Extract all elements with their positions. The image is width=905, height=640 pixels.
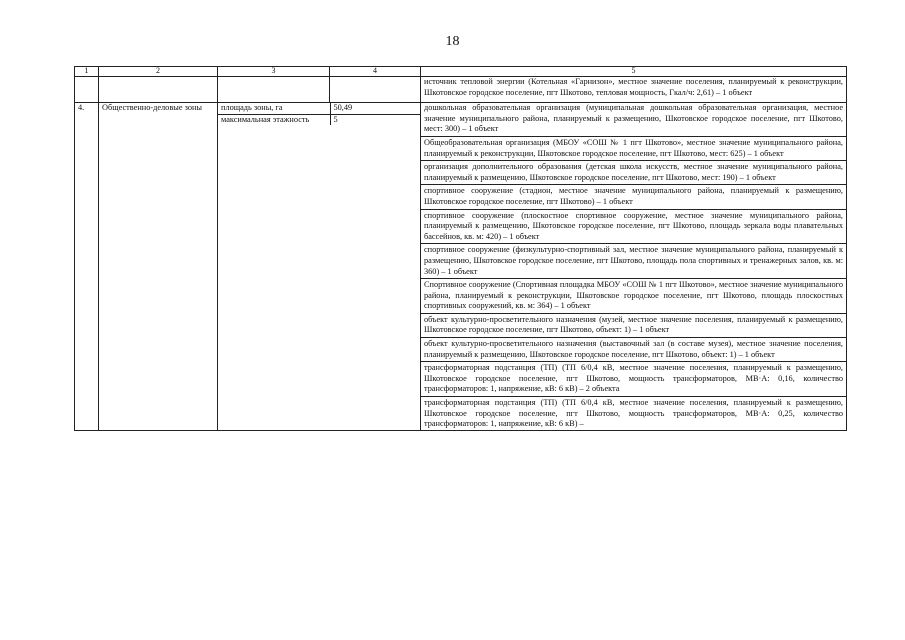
- row-number: 4.: [75, 103, 99, 431]
- list-item: [421, 185, 846, 209]
- object-text: объект культурно-просветительного назначения (музей, местное значение поселения, планируемый к размещению, Шкотовское городское поселение, пгт Шкотово, объект: 1) – 1 объект: [421, 313, 846, 337]
- list-item: [421, 136, 846, 160]
- page-number: 18: [445, 34, 460, 49]
- list-item: [421, 338, 846, 362]
- heat-source-text: источник тепловой энергии (Котельная «Гарнизон», местное значение поселения, планируемый к реконструкции, Шкотовское городское поселение, пгт Шкотово, тепловая мощность, Гкал/ч: 2,61) – 1 объект: [421, 77, 847, 103]
- param-value: 50,49: [333, 103, 353, 113]
- param-name: площадь зоны, га: [218, 103, 330, 114]
- params-table: [218, 103, 420, 125]
- object-text: Общеобразовательная организация (МБОУ «СОШ № 1 пгт Шкотово», местное значение муниципального района, планируемый к реконструкции, Шкотовское городское поселение, пгт Шкотово, мест: 625) – 1 объект: [421, 136, 846, 160]
- param-row: [218, 114, 420, 125]
- header-col-5: 5: [421, 67, 847, 77]
- object-text: трансформаторная подстанция (ТП) (ТП 6/0,4 кВ, местное значение поселения, планируемый к размещению, Шкотовское городское поселение, пгт Шкотово, мощность трансформаторов, МВ·А: 0,16, количество трансформаторов: 1, напряжение, кВ: 6 кВ) – 2 объекта: [421, 362, 846, 397]
- list-item: [421, 362, 846, 397]
- objects-cell: [421, 103, 847, 431]
- header-col-3: 3: [218, 67, 330, 77]
- list-item: [421, 103, 846, 136]
- header-col-2: 2: [99, 67, 218, 77]
- list-item: [421, 161, 846, 185]
- objects-list: [421, 103, 846, 430]
- list-item: [421, 279, 846, 314]
- object-text: Спортивное сооружение (Спортивная площадка МБОУ «СОШ № 1 пгт Шкотово», местное значение муниципального района, планируемый к реконструкции, Шкотовское городское поселение, пгт Шкотово, площадь плоскостных спортивных сооружений, кв. м: 364) – 1 объект: [421, 279, 846, 314]
- param-value: 5: [330, 114, 420, 125]
- zones-table: [74, 66, 847, 431]
- header-col-1: 1: [75, 67, 99, 77]
- param-row: [218, 103, 420, 114]
- object-text: спортивное сооружение (физкультурно-спортивный зал, местное значение муниципального района, планируемый к размещению, Шкотовское городское поселение, пгт Шкотово, площадь пола спортивных и тренажерных залов, кв. м: 360) – 1 объект: [421, 244, 846, 279]
- list-item: [421, 397, 846, 430]
- header-col-4: 4: [330, 67, 421, 77]
- object-text: спортивное сооружение (плоскостное спортивное сооружение, местное значение муниципального района, планируемый к размещению, Шкотовское городское поселение, пгт Шкотово, площадь зеркала воды плавательных бассейнов, кв. м: 420) – 1 объект: [421, 209, 846, 244]
- list-item: [421, 244, 846, 279]
- zone-name: Общественно-деловые зоны: [99, 103, 218, 431]
- object-text: организация дополнительного образования (детская школа искусств, местное значение муниципального района, планируемый к размещению, Шкотовское городское поселение, пгт Шкотово, мест: 190) – 1 объект: [421, 161, 846, 185]
- list-item: [421, 313, 846, 337]
- object-text: дошкольная образовательная организация (муниципальная дошкольная образовательная организация, местное значение муниципального района, планируемый к размещению, Шкотовское городское поселение, пгт Шкотово, мест: 300) – 1 объект: [424, 103, 843, 134]
- zone-params: [218, 103, 421, 431]
- table-row-continued: [75, 77, 847, 103]
- object-text: спортивное сооружение (стадион, местное значение муниципального района, планируемый к размещению, Шкотовское городское поселение, пгт Шкотово) – 1 объект: [421, 185, 846, 209]
- param-name: максимальная этажность: [218, 114, 330, 125]
- header-row: [75, 67, 847, 77]
- object-text: трансформаторная подстанция (ТП) (ТП 6/0,4 кВ, местное значение поселения, планируемый к размещению, Шкотовское городское поселение, пгт Шкотово, мощность трансформаторов, МВ·А: 0,25, количество трансформаторов: 1, напряжение, кВ: 6 кВ) –: [421, 397, 846, 430]
- object-text: объект культурно-просветительного назначения (выставочный зал (в составе музея), местное значение поселения, планируемый к размещению, Шкотовское городское поселение, пгт Шкотово, объект: 1) – 1 объект: [421, 338, 846, 362]
- list-item: [421, 209, 846, 244]
- table-row-zone-4: [75, 103, 847, 431]
